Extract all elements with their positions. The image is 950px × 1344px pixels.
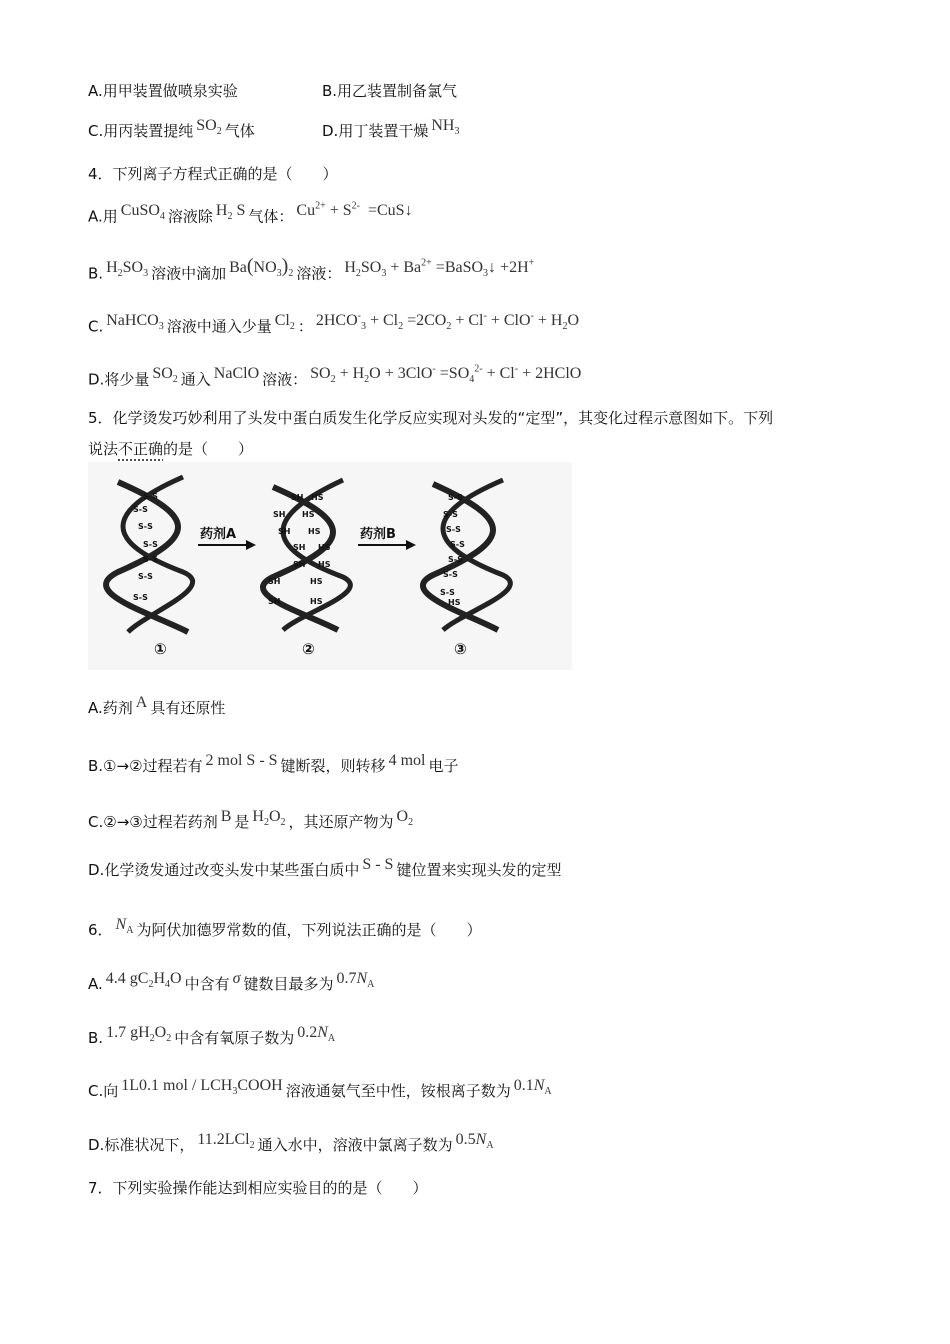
bond-label: S-S	[138, 572, 153, 581]
text: B.①→②过程若有	[88, 757, 203, 775]
text: 7．下列实验操作能达到相应实验目的的是（ ）	[88, 1179, 428, 1197]
formula: $NH_3$	[431, 117, 460, 138]
bond-label: S-S	[443, 510, 458, 519]
agent-a-label: 药剂A	[200, 527, 237, 542]
figure-number-3: ③	[454, 640, 467, 658]
text: 中含有	[184, 975, 230, 993]
text: A.	[88, 975, 103, 993]
helix-2	[263, 480, 350, 630]
formula: $0.7N_A$	[336, 970, 375, 991]
q6-option-c	[88, 1077, 555, 1108]
text: ，其还原产物为	[288, 813, 394, 831]
bond-label: HS	[318, 543, 331, 552]
perm-process-figure	[88, 462, 572, 670]
formula: $0.5N_A$	[455, 1131, 494, 1152]
text: 中含有氧原子数为	[174, 1029, 295, 1047]
text: 是	[234, 813, 250, 831]
q7-stem	[88, 1178, 428, 1198]
q5-option-d	[88, 856, 562, 881]
text: C.	[88, 317, 104, 336]
bond-label: S-S	[138, 522, 153, 531]
bond-label: HS	[310, 577, 323, 586]
text: B.	[88, 1029, 104, 1047]
bond-label: SH	[291, 493, 304, 502]
formula: $Cl_2$	[274, 312, 295, 333]
formula: $N_A$	[115, 916, 134, 937]
formula: 11.2LCl$_2$	[197, 1131, 255, 1152]
bond-label: HS	[302, 510, 315, 519]
formula: σ	[232, 970, 241, 987]
bond-label: SH	[268, 577, 281, 586]
bond-label: S-S	[143, 555, 158, 564]
q5-stem-line2	[88, 439, 253, 459]
agent-b-label: 药剂B	[360, 527, 396, 542]
text: 电子	[428, 757, 459, 775]
text: 键数目最多为	[243, 975, 334, 993]
text: 键断裂，则转移	[280, 757, 386, 775]
q6-stem	[88, 916, 482, 947]
q6-option-d	[88, 1131, 497, 1162]
bond-label: S-S	[443, 570, 458, 579]
formula: S - S	[362, 856, 394, 873]
q4-option-d	[88, 366, 584, 397]
bond-label: SH	[278, 527, 291, 536]
q4-option-c	[88, 313, 582, 344]
formula: $0.1N_A$	[513, 1077, 552, 1098]
formula: A	[135, 694, 148, 711]
text: 为阿伏加德罗常数的值，下列说法正确的是（ ）	[136, 921, 482, 939]
formula: NaHCO$_3$	[106, 312, 164, 333]
bond-label: SH	[293, 560, 306, 569]
formula: $0.2N_A$	[297, 1024, 336, 1045]
bond-label: S-S	[143, 540, 158, 549]
formula: NaClO	[213, 365, 260, 383]
formula: 1.7 $gH_2O_2$	[106, 1024, 172, 1045]
formula: $O_2$	[396, 808, 414, 829]
q5-stem-line1	[88, 408, 773, 428]
text: A.药剂	[88, 699, 133, 717]
q3-option-c-text: C.用丙装置提纯	[88, 122, 194, 140]
text: 通入水中，溶液中氯离子数为	[257, 1136, 453, 1154]
text: A.用	[88, 207, 118, 226]
formula: 4.4 $gC_2H_4O$	[105, 970, 182, 991]
q4-option-a	[88, 203, 416, 234]
q3-option-b-text: B.用乙装置制备氯气	[322, 82, 458, 100]
bond-label: S-S	[448, 493, 463, 502]
bond-label: S-S	[446, 525, 461, 534]
arrow-agent-b	[358, 526, 416, 550]
bond-label: S-S	[440, 588, 455, 597]
bond-label: S-S	[133, 593, 148, 602]
q3-option-b	[322, 81, 457, 101]
bond-label: S-S	[143, 492, 158, 501]
q4-stem	[88, 164, 338, 184]
equation: $SO_2 + H_2O + 3ClO^- =SO_4^{2-} + Cl^-$ + 2HClO	[310, 364, 582, 386]
q6-option-b	[88, 1024, 338, 1055]
figure-number-2: ②	[302, 640, 315, 658]
bond-label: S-S	[133, 505, 148, 514]
formula: $H_2O_2$	[252, 808, 286, 829]
equation: $2HCO^-_3 + Cl_2 =2CO_2 + Cl^- + ClO^- + H_2O$	[315, 311, 580, 333]
bond-label: SH	[268, 597, 281, 606]
bond-label: SH	[293, 543, 306, 552]
text: D.标准状况下，	[88, 1136, 195, 1154]
text: 气体：	[248, 207, 294, 226]
equation: $Cu^{2+} + S^{2-}$ =CuS↓	[296, 201, 413, 220]
q6-option-a	[88, 970, 377, 1001]
figure-number-1: ①	[154, 640, 167, 658]
bond-label: HS	[318, 560, 331, 569]
text: 键位置来实现头发的定型	[396, 861, 562, 879]
text: D.化学烫发通过改变头发中某些蛋白质中	[88, 861, 360, 879]
q5-option-c	[88, 808, 416, 839]
formula: $Ba(NO_3)_2$	[229, 255, 294, 280]
formula: $SO_2$	[196, 117, 222, 138]
emphasis-text: 不正确	[118, 440, 164, 458]
bond-label: S-S	[448, 555, 463, 564]
formula: $H_2SO_3$	[106, 259, 149, 280]
text: 通入	[180, 370, 211, 389]
text: 溶液除	[167, 207, 213, 226]
text: 溶液中滴加	[151, 264, 227, 283]
q3-option-d-text: D.用丁装置干燥	[322, 122, 429, 140]
bond-label: SH	[273, 510, 286, 519]
arrow-agent-a	[198, 526, 256, 550]
text: 具有还原性	[150, 699, 226, 717]
q3-option-a-text: A.用甲装置做喷泉实验	[88, 82, 238, 100]
helix-3	[423, 480, 510, 630]
equation: $H_2SO_3 + Ba^{2+}$ =BaSO$_3$↓ +2H+	[344, 258, 535, 280]
formula: 2 mol S - S	[205, 752, 278, 769]
bond-label: HS	[308, 527, 321, 536]
q3-option-a	[88, 81, 238, 101]
q3-option-c	[88, 117, 255, 148]
text: 溶液中通入少量	[166, 317, 272, 336]
text: 的是（ ）	[163, 440, 254, 458]
q3-option-d	[322, 117, 462, 148]
text: 溶液：	[296, 264, 342, 283]
text: 溶液：	[262, 370, 308, 389]
formula: 1L0.1 mol / $LCH_3COOH$	[121, 1077, 283, 1098]
q4-option-b	[88, 255, 537, 291]
text: 说法	[88, 440, 119, 458]
q5-option-b	[88, 752, 459, 777]
text: B.	[88, 264, 104, 283]
text: D.将少量	[88, 370, 150, 389]
formula: B	[220, 808, 232, 825]
text: C.②→③过程若药剂	[88, 813, 218, 831]
q3-option-c-tail: 气体	[224, 122, 255, 140]
text: ：	[297, 317, 313, 336]
bond-label: HS	[310, 597, 323, 606]
text: C.向	[88, 1082, 119, 1100]
text: 溶液通氨气至中性，铵根离子数为	[285, 1082, 511, 1100]
bond-label: HS	[448, 598, 461, 607]
bond-label: S-S	[450, 540, 465, 549]
text: 6．	[88, 921, 113, 939]
text: 5．化学烫发巧妙利用了头发中蛋白质发生化学反应实现对头发的“定型”，其变化过程示意图如下。下列	[88, 409, 774, 427]
formula: $H_2$ S	[215, 202, 246, 223]
q5-option-a	[88, 694, 226, 719]
formula: CuSO$_4$	[120, 202, 165, 223]
formula: 4 mol	[388, 752, 426, 769]
formula: $SO_2$	[152, 365, 178, 386]
q4-stem-text: 4．下列离子方程式正确的是（ ）	[88, 165, 338, 183]
bond-label: HS	[311, 493, 324, 502]
